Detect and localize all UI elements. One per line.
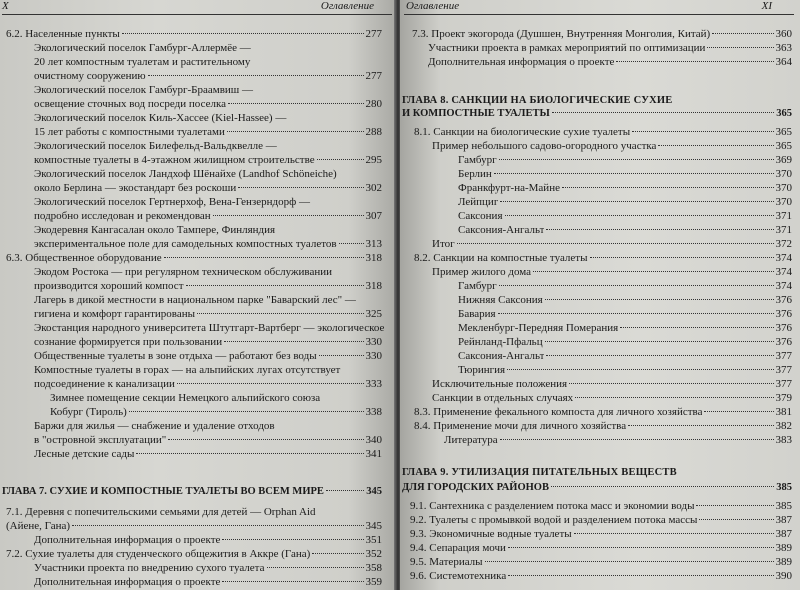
toc-entry: Экологический поселок Ландхоф Шёнайхе (Landhof Schöneiche) xyxy=(34,168,337,180)
toc-entry: Мекленбург-Передняя Померания 376 xyxy=(458,322,792,334)
toc-entry: Зимнее помещение секции Немецкого альпийского союза xyxy=(50,392,321,404)
right-running-title: Оглавление xyxy=(406,0,460,12)
chapter-heading: ГЛАВА 7. СУХИЕ И КОМПОСТНЫЕ ТУАЛЕТЫ ВО ВСЕМ МИРЕ 345 xyxy=(2,486,382,497)
toc-entry: Лейпциг 370 xyxy=(458,196,792,208)
toc-entry: Экологический поселок Билефельд-Вальдквелле — xyxy=(34,140,277,152)
chapter-heading: ГЛАВА 8. САНКЦИИ НА БИОЛОГИЧЕСКИЕ СУХИЕ xyxy=(402,95,673,106)
toc-entry: Экологический поселок Гамбург-Браамвиш — xyxy=(34,84,253,96)
toc-entry: 9.2. Туалеты с промывкой водой и разделением потока массы 387 xyxy=(410,514,792,526)
toc-entry: Дополнительная информация о проекте 351 xyxy=(34,534,382,546)
toc-entry: Бавария 376 xyxy=(458,308,792,320)
toc-entry: 9.6. Системотехника 390 xyxy=(410,570,792,582)
toc-entry: 6.2. Населенные пункты 277 xyxy=(6,28,382,40)
toc-entry: в "островной эксплуатации" 340 xyxy=(34,434,382,446)
toc-entry: 20 лет компостным туалетам и растительному xyxy=(34,56,251,68)
toc-entry: 9.3. Экономичные водные туалеты 387 xyxy=(410,528,792,540)
toc-entry: подсоединение к канализации 333 xyxy=(34,378,382,390)
toc-entry: гигиена и комфорт гарантированы 325 xyxy=(34,308,382,320)
toc-entry: 8.4. Применение мочи для личного хозяйства 382 xyxy=(414,420,792,432)
toc-entry: Саксония-Ангальт 377 xyxy=(458,350,792,362)
toc-entry: 9.4. Сепарация мочи 389 xyxy=(410,542,792,554)
toc-entry: Гамбург 374 xyxy=(458,280,792,292)
chapter-heading: ГЛАВА 9. УТИЛИЗАЦИЯ ПИТАТЕЛЬНЫХ ВЕЩЕСТВ xyxy=(402,467,677,478)
chapter-heading: ДЛЯ ГОРОДСКИХ РАЙОНОВ 385 xyxy=(402,482,792,493)
toc-entry: Участники проекта по внедрению сухого туалета 358 xyxy=(34,562,382,574)
left-page-number: X xyxy=(2,0,9,12)
right-page-header xyxy=(404,0,794,15)
toc-entry: Исключительные положения 377 xyxy=(432,378,792,390)
toc-entry: Экодом Ростока — при регулярном техническом обслуживании xyxy=(34,266,332,278)
toc-entry: сознание формируется при пользовании 330 xyxy=(34,336,382,348)
toc-entry: Дополнительная информация о проекте 364 xyxy=(428,56,792,68)
toc-entry: 7.1. Деревня с попечительскими семьями для детей — Orphan Aid xyxy=(6,506,316,518)
right-page xyxy=(400,0,800,590)
toc-entry: 15 лет работы с компостными туалетами 288 xyxy=(34,126,382,138)
toc-entry: Участники проекта в рамках мероприятий по оптимизации 363 xyxy=(428,42,792,54)
toc-entry: Экологический поселок Гертнерхоф, Вена-Гензерндорф — xyxy=(34,196,310,208)
left-running-title: Оглавление xyxy=(320,0,374,12)
toc-entry: Дополнительная информация о проекте 359 xyxy=(34,576,382,588)
toc-entry: Итог 372 xyxy=(432,238,792,250)
toc-entry: Экологический поселок Киль-Хассее (Kiel-Hassee) — xyxy=(34,112,287,124)
toc-entry: производится хороший компост 318 xyxy=(34,280,382,292)
toc-entry: Тюрингия 377 xyxy=(458,364,792,376)
toc-entry: 8.3. Применение фекального компоста для личного хозяйства 381 xyxy=(414,406,792,418)
toc-entry: Лагерь в дикой местности в национальном парке "Баварский лес" — xyxy=(34,294,356,306)
toc-entry: Берлин 370 xyxy=(458,168,792,180)
toc-entry: Нижняя Саксония 376 xyxy=(458,294,792,306)
toc-entry: (Айене, Гана) 345 xyxy=(6,520,382,532)
toc-entry: Кобург (Тироль) 338 xyxy=(50,406,382,418)
right-page-number: XI xyxy=(761,0,772,12)
toc-entry: 8.1. Санкции на биологические сухие туалеты 365 xyxy=(414,126,792,138)
toc-entry: Рейнланд-Пфальц 376 xyxy=(458,336,792,348)
toc-entry: подробно исследован и рекомендован 307 xyxy=(34,210,382,222)
toc-entry: компостные туалеты в 4-этажном жилищном строительстве 295 xyxy=(34,154,382,166)
toc-entry: 7.2. Сухие туалеты для студенческого общежития в Аккре (Гана) 352 xyxy=(6,548,382,560)
toc-entry: Гамбург 369 xyxy=(458,154,792,166)
toc-entry: 7.3. Проект экогорода (Душшен, Внутренняя Монголия, Китай) 360 xyxy=(412,28,792,40)
toc-entry: Компостные туалеты в горах — на альпийских лугах отсутствует xyxy=(34,364,341,376)
toc-entry: Общественные туалеты в зоне отдыха — работают без воды 330 xyxy=(34,350,382,362)
toc-entry: Санкции в отдельных случаях 379 xyxy=(432,392,792,404)
toc-entry: 9.5. Материалы 389 xyxy=(410,556,792,568)
toc-entry: Литература 383 xyxy=(444,434,792,446)
toc-entry: Экодеревня Кангасалан около Тампере, Финляндия xyxy=(34,224,276,236)
toc-entry: Экостанция народного университета Штутгарт-Вартберг — экологическое xyxy=(34,322,385,334)
toc-entry: 6.3. Общественное оборудование 318 xyxy=(6,252,382,264)
toc-entry: Саксония-Ангальт 371 xyxy=(458,224,792,236)
chapter-heading: И КОМПОСТНЫЕ ТУАЛЕТЫ 365 xyxy=(402,108,792,119)
toc-entry: освещение сточных вод посреди поселка 280 xyxy=(34,98,382,110)
toc-entry: Баржи для жилья — снабжение и удаление отходов xyxy=(34,420,275,432)
toc-entry: Экологический поселок Гамбург-Аллермёе — xyxy=(34,42,251,54)
left-page-header xyxy=(2,0,392,15)
toc-entry: Пример небольшого садово-огородного участка 365 xyxy=(432,140,792,152)
toc-entry: Лесные детские сады 341 xyxy=(34,448,382,460)
toc-entry: Саксония 371 xyxy=(458,210,792,222)
toc-entry: экспериментальное поле для самодельных компостных туалетов 313 xyxy=(34,238,382,250)
toc-entry: Франкфурт-на-Майне 370 xyxy=(458,182,792,194)
left-page xyxy=(0,0,396,590)
toc-entry: 9.1. Сантехника с разделением потока масс и экономии воды 385 xyxy=(410,500,792,512)
toc-entry: Пример жилого дома 374 xyxy=(432,266,792,278)
toc-entry: очистному сооружению 277 xyxy=(34,70,382,82)
toc-entry: 8.2. Санкции на компостные туалеты 374 xyxy=(414,252,792,264)
toc-entry: около Берлина — экостандарт без роскоши 302 xyxy=(34,182,382,194)
